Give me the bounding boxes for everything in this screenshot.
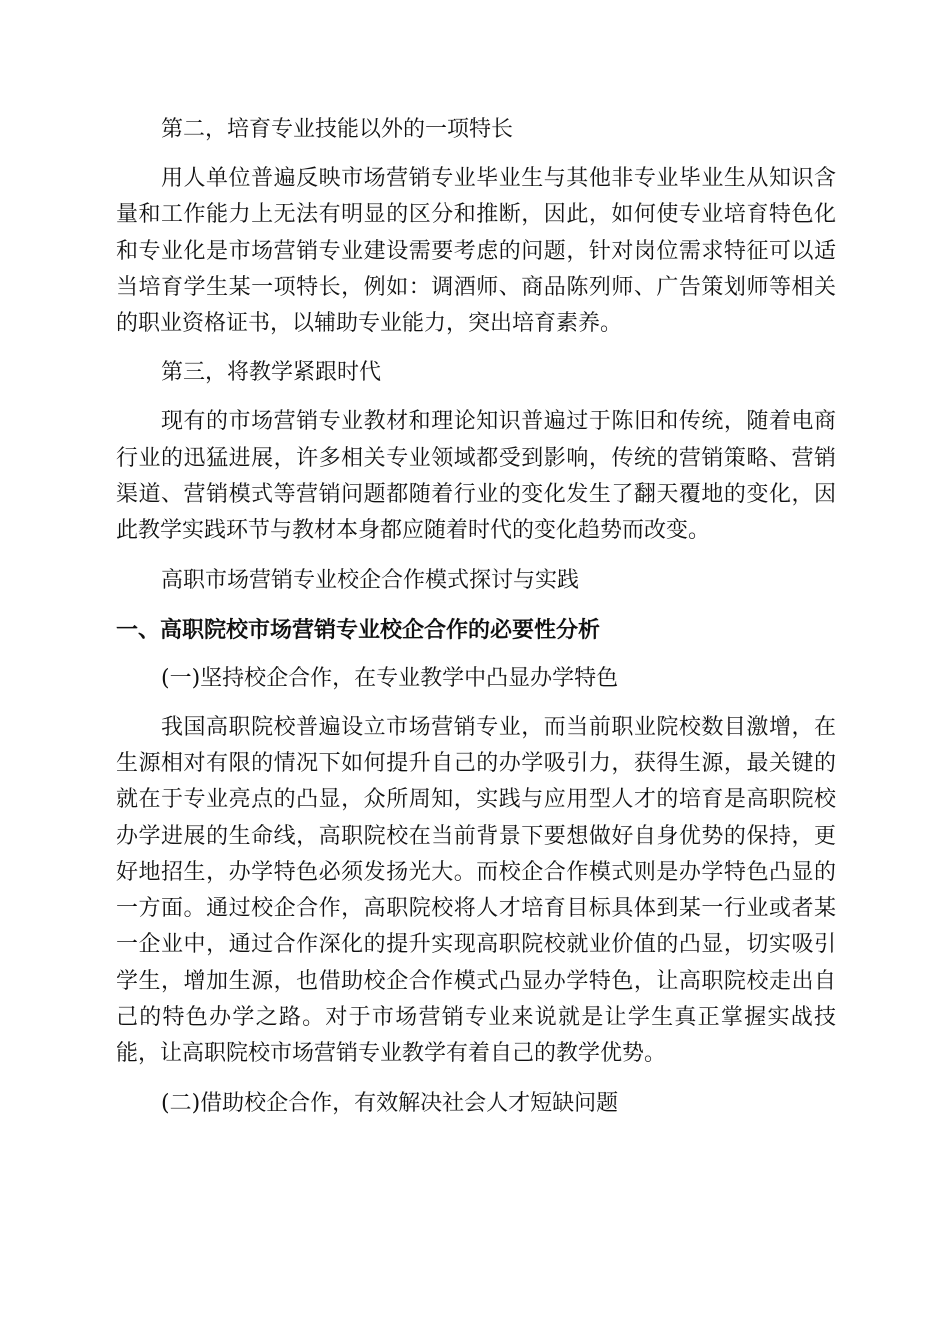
paragraph: 现有的市场营销专业教材和理论知识普遍过于陈旧和传统，随着电商行业的迅猛进展，许多相关专业领域都受到影响，传统的营销策略、营销渠道、营销模式等营销问题都随着行业的变化发生了翻天覆地的变化，因此教学实践环节与教材本身都应随着时代的变化趋势而改变。 [116,409,836,544]
section-heading: 第三，将教学紧跟时代 [161,360,382,386]
paragraph: 我国高职院校普遍设立市场营销专业，而当前职业院校数目激增，在生源相对有限的情况下如何提升自己的办学吸引力，获得生源，最关键的就在于专业亮点的凸显，众所周知，实践与应用型人才的培育是高职院校办学进展的生命线，高职院校在当前背景下要想做好自身优势的保持，更好地招生，办学特色必须发扬光大。而校企合作模式则是办学特色凸显的一方面。通过校企合作，高职院校将人才培育目标具体到某一行业或者某一企业中，通过合作深化的提升实现高职院校就业价值的凸显，切实吸引学生，增加生源，也借助校企合作模式凸显办学特色，让高职院校走出自己的特色办学之路。对于市场营销专业来说就是让学生真正掌握实战技能，让高职院校市场营销专业教学有着自己的教学优势。 [116,714,836,1067]
subsection-heading: (二)借助校企合作，有效解决社会人才短缺问题 [161,1090,619,1116]
document-page [116,112,836,1122]
chapter-heading: 一、高职院校市场营销专业校企合作的必要性分析 [116,616,601,643]
section-heading: 第二，培育专业技能以外的一项特长 [161,117,514,142]
subsection-heading: (一)坚持校企合作，在专业教学中凸显办学特色 [161,665,619,691]
paragraph: 用人单位普遍反映市场营销专业毕业生与其他非专业毕业生从知识含量和工作能力上无法有明显的区分和推断，因此，如何使专业培育特色化和专业化是市场营销专业建设需要考虑的问题，针对岗位需求特征可以适当培育学生某一项特长，例如：调酒师、商品陈列师、广告策划师等相关的职业资格证书，以辅助专业能力，突出培育素养。 [116,166,836,337]
article-title: 高职市场营销专业校企合作模式探讨与实践 [161,567,580,593]
